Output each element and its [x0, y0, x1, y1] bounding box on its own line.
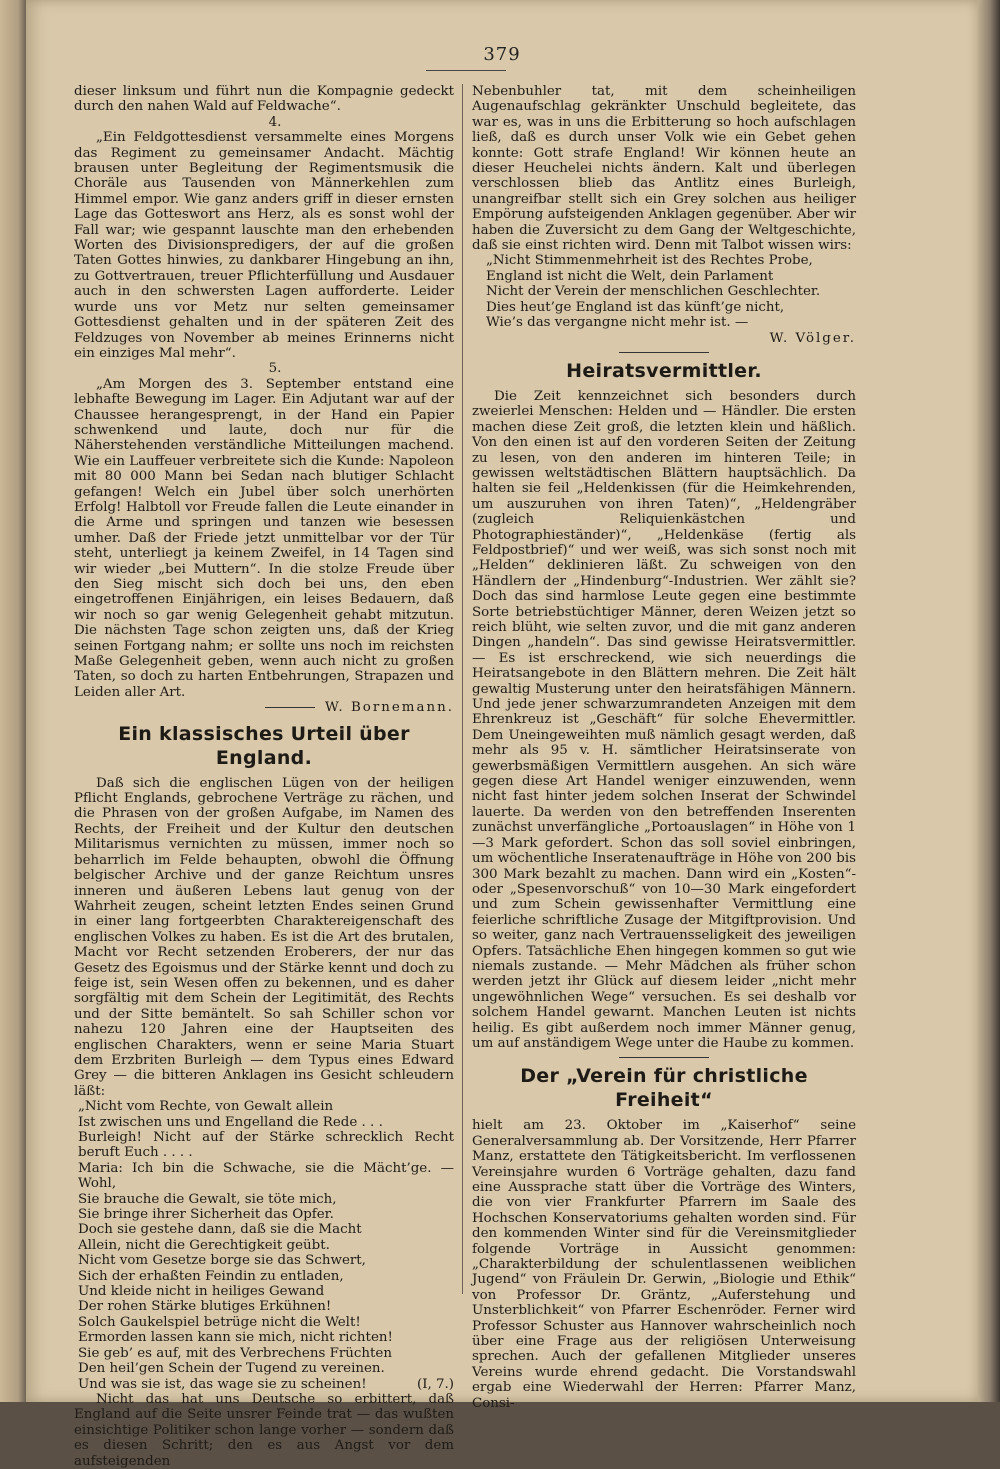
signature-voelger: W. Völger. [769, 330, 856, 346]
verse-line: Burleigh! Nicht auf der Stärke schrecklich Recht beruft Euch . . . . [78, 1130, 454, 1161]
signature-bornemann [74, 700, 454, 715]
verse-line: „Nicht vom Rechte, von Gewalt allein [78, 1099, 334, 1115]
heiratsvermittler-paragraph: Die Zeit kennzeichnet sich besonders durch zweierlei Menschen: Helden und — Händler. Die ersten machen diese Zeit groß, die letzten klein und häßlich. Von den einen ist auf den vorderen Seiten der Zeitung zu lesen, von den anderen im hinteren Teile; in gewissen weltstädtischen Blättern hauptsächlich. Da halten sie feil „Heldenkissen (für die Heimkehrenden, um auszuruhen von ihren Taten)“, „Heldengräber (zugleich Reliquienkästchen und Photographieständer)“, „Heldenkäse (fertig als Feldpostbrief)“ und wer weiß, was sich sonst noch mit „Helden“ deklinieren läßt. Zu schweigen von den Händlern der „Hindenburg“-Industrien. Wer zählt sie? Doch das sind harmlose Leute gegen eine bestimmte Sorte betriebstüchtiger Männer, deren Weizen jetzt so reich blüht, wie selten zuvor, und die mit ganz anderen Dingen „handeln“. Das sind gewisse Heiratsvermittler. — Es ist erschreckend, wie sich neuerdings die Heiratsangebote in den Blättern mehren. Die Zeit hält gewaltig Musterung unter den heiratsfähigen Männern. Und jede jener schwarzumrandeten Anzeigen mit dem Ehrenkreuz ist „Geschäft“ für solche Ehevermittler. Dem Uneingeweihten muß nämlich gesagt werden, daß mehr als 95 v. H. sämtlicher Heiratsinserate von gewerbsmäßigen Vermittlern ausgehen. An sich wäre gegen diese Art Handel weniger einzuwenden, wenn nicht fast hinter jedem solchen Inserat der Schwindel lauerte. Da werden von den betreffenden Inserenten zunächst unverfängliche „Portoauslagen“ in Höhe von 1—3 Mark gefordert. Schon das soll soviel einbringen, um wöchentliche Inseratenaufträge in Höhe von 200 bis 300 Mark bezahlt zu machen. Dann wird ein „Kosten“- oder „Spesenvorschuß“ von 10—30 Mark eingefordert und zum Schein gewissenhafter Vermittlung eine feierliche schriftliche Zusage der Mitgiftprovision. Und so weiter, ganz nach Vertrauensseligkeit des jeweiligen Opfers. Tatsächliche Ehen hingegen kommen so gut wie niemals zustande. — Mehr Mädchen als früher schon werden jetzt ihr Glück auf diesem leider „nicht mehr ungewöhnlichen Wege“ versuchen. Es sei deshalb vor solchem Handel gewarnt. Manchen Leuten ist nichts heilig. Es gibt außerdem noch immer Männer genug, um auf anständigem Wege unter die Haube zu kommen. [472, 388, 856, 1051]
verse-line: Doch sie gestehe dann, daß sie die Macht [78, 1222, 362, 1238]
section-4-paragraph: „Ein Feldgottesdienst versammelte eines Morgens das Regiment zu gemeinsamer Andacht. Mächtig brausen unter Begleitung der Regimentsmusik die Choräle aus Tausenden von Männerkehlen zum Himmel empor. Wie ganz anders griff in dieser ernsten Lage das Gotteswort ans Herz, als es sonst wohl der Fall war; wie gespannt lauschte man den erhebenden Worten des Divisionspredigers, der auf die großen Taten Gottes hinwies, zu dankbarer Hingebung an ihn, zu Gottvertrauen, treuer Pflichterfüllung und Ausdauer auch in den schwersten Lagen aufforderte. Leider wurde uns vor Metz nur selten gemeinsamer Gottesdienst gehalten und in der späteren Zeit des Feldzuges von November ab meines Erinnerns nicht ein einziges Mal mehr“. [74, 130, 454, 361]
verse-line-text: Und was sie ist, das wage sie zu scheinen! [78, 1376, 367, 1392]
verse-line: Den heil’gen Schein der Tugend zu vereinen. [78, 1361, 385, 1377]
previous-page-edge [0, 0, 26, 1402]
intro-paragraph: dieser linksum und führt nun die Kompagnie gedeckt durch den nahen Wald auf Feldwache“. [74, 84, 454, 115]
england-paragraph: Daß sich die englischen Lügen von der heiligen Pflicht Englands, gebrochene Verträge zu rächen, und die Phrasen von der großen Aufgabe, im Namen des Rechts, der Freiheit und der Kultur den deutschen Militarismus vernichten zu müssen, immer noch so beharrlich im Felde behaupten, obwohl die Öffnung belgischer Archive und der ganze Reichtum unsres inneren und äußeren Lebens laut genug von der Wahrheit zeugen, scheint letzten Endes seinen Grund in einer lang fortgeerbten Charaktereigenschaft des englischen Volkes zu haben. Es ist die Art des brutalen, Macht vor Recht setzenden Eroberers, der nur das Gesetz des Egoismus und der Stärke kennt und doch zu feige ist, sein Wesen offen zu bekennen, und es daher sorgfältig mit dem Schein der Legitimität, des Rechts und der Sitte bemäntelt. So sah Schiller schon vor nahezu 120 Jahren eine der Hauptseiten des englischen Charakters, wenn er seine Maria Stuart dem Erzbriten Burleigh — dem Typus eines Edward Grey — die bitteren Anklagen ins Gesicht schleudern läßt: [74, 775, 454, 1099]
section-number-5: 5. [268, 361, 282, 377]
page [26, 0, 978, 1469]
verein-paragraph: hielt am 23. Oktober im „Kaiserhof“ seine Generalversammlung ab. Der Vorsitzende, Herr Pfarrer Manz, erstattete den Tätigkeitsbericht. Im verflossenen Vereinsjahre wurden 6 Vorträge gehalten, dazu fand eine Aussprache statt über die Vorträge des Winters, die von vier Frankfurter Pfarrern im Saale des Hochschen Konservatoriums gehalten worden sind. Für den kommenden Winter sind für die Vereinsmitglieder folgende Vorträge in Aussicht genommen: „Charakterbildung der schulentlassenen weiblichen Jugend“ von Fräulein Dr. Gerwin, „Biologie und Ethik“ von Professor Dr. Gräntz, „Auferstehung und Unsterblichkeit“ von Pfarrer Eschenröder. Ferner wird Professor Schuster aus Hannover wahrscheinlich noch über eine Frage aus der religiösen Unterweisung sprechen. Auch der gefallenen Mitglieder unseres Vereins wurde ehrend gedacht. Die Vorstandswahl ergab eine Wiederwahl der Herren: Pfarrer Manz, Consi- [472, 1118, 856, 1411]
signature-text: W. Bornemann. [325, 700, 454, 716]
verse-line [78, 1377, 454, 1392]
verse-line: Nicht der Verein der menschlichen Geschlechter. [486, 284, 821, 300]
verse-line: Nicht vom Gesetze borge sie das Schwert, [78, 1253, 366, 1269]
verse-line: England ist nicht die Welt, dein Parlament [486, 268, 774, 284]
verse-line: Sich der erhaßten Feindin zu entladen, [78, 1268, 344, 1284]
section-rule [619, 1057, 709, 1058]
right-column [472, 84, 856, 1411]
england-paragraph-continued: Nicht das hat uns Deutsche so erbittert, daß England auf die Seite unsrer Feinde trat — das wußten einsichtige Politiker schon lange vorher — sondern daß es diesen Schritt; den es aus Angst vor dem aufsteigenden [74, 1391, 454, 1469]
verse-line: Maria: Ich bin die Schwache, sie die Mächt’ge. — Wohl, [78, 1160, 454, 1192]
page-number: 379 [483, 44, 521, 65]
continuation-paragraph: Nebenbuhler tat, mit dem scheinheiligen Augenaufschlag gekränkter Unschuld begleitete, das war es, was in uns die Erbitterung so hoch aufschlagen ließ, daß es durch unser Volk wie ein Gebet gehen konnte: Gott strafe England! Wir können heute an dieser Heuchelei nichts ändern. Kalt und überlegen verschlossen blieb das Antlitz eines Burleigh, unangreifbar stellt sich ein Grey solchen aus heiliger Empörung aufsteigenden Anklagen gegenüber. Aber wir haben die Zuversicht zu dem Gang der Weltgeschichte, daß sie einst richten wird. Denn mit Talbot wissen wirs: [472, 84, 856, 254]
verse-line: Und kleide nicht in heiliges Gewand [78, 1284, 325, 1300]
heading-heiratsvermittler: Heiratsvermittler. [566, 359, 762, 382]
signature-rule [265, 707, 315, 708]
heading-verein-christliche-freiheit: Der „Verein für christliche Freiheit“ [520, 1065, 808, 1112]
verse-line: Allein, nicht die Gerechtigkeit geübt. [78, 1237, 330, 1253]
verse-reference: (I, 7.) [416, 1376, 454, 1392]
verse-line: „Nicht Stimmenmehrheit ist des Rechtes Probe, [486, 253, 813, 269]
talbot-verse [472, 253, 856, 330]
column-divider [462, 84, 463, 1294]
verse-line: Sie brauche die Gewalt, sie töte mich, [78, 1191, 337, 1207]
section-number-4: 4. [268, 114, 282, 130]
verse-line: Solch Gaukelspiel betrüge nicht die Welt! [78, 1314, 361, 1330]
verse-line: Wie’s das vergangne nicht mehr ist. — [486, 315, 749, 331]
page-number-rule [426, 70, 506, 71]
verse-line: Ist zwischen uns und Engelland die Rede . . . [78, 1114, 383, 1130]
section-5-paragraph: „Am Morgen des 3. September entstand eine lebhafte Bewegung im Lager. Ein Adjutant war auf der Chaussee herangesprengt, in der Hand ein Papier schwenkend und laute, doch nur für die Näherstehenden verständliche Mitteilungen machend. Wie ein Lauffeuer verbreitete sich die Kunde: Napoleon mit 80 000 Mann bei Sedan nach blutiger Schlacht gefangen! Welch ein Jubel über solch unerhörten Erfolg! Halbtoll vor Freude fallen die Leute einander in die Arme und springen und tanzen wie besessen umher. Daß der Friede jetzt unmittelbar vor der Tür steht, unterliegt ja keinem Zweifel, in 14 Tagen sind wir wieder „bei Muttern“. In die stolze Freude über den Sieg mischt sich doch bei uns, den eben eingetroffenen Einjährigen, ein leises Bedauern, daß wir noch so gar wenig Gelegenheit gehabt mitzutun. Die nächsten Tage schon zeigten uns, daß der Krieg seinen Fortgang nahm; er sollte uns noch im reichsten Maße Gelegenheit geben, wenn auch nicht zu großen Taten, so doch zu harten Entbehrungen, Strapazen und Leiden aller Art. [74, 376, 454, 700]
verse-line: Dies heut’ge England ist das künft’ge nicht, [486, 299, 785, 315]
verse-line: Sie geb’ es auf, mit des Verbrechens Früchten [78, 1345, 392, 1361]
verse-line: Ermorden lassen kann sie mich, nicht richten! [78, 1330, 393, 1346]
verse-line: Sie bringe ihrer Sicherheit das Opfer. [78, 1207, 334, 1223]
schiller-verse [74, 1099, 454, 1392]
left-column [74, 84, 454, 1469]
section-rule [619, 352, 709, 353]
verse-line: Der rohen Stärke blutiges Erkühnen! [78, 1299, 332, 1315]
heading-klassisches-urteil: Ein klassisches Urteil über England. [118, 722, 410, 769]
